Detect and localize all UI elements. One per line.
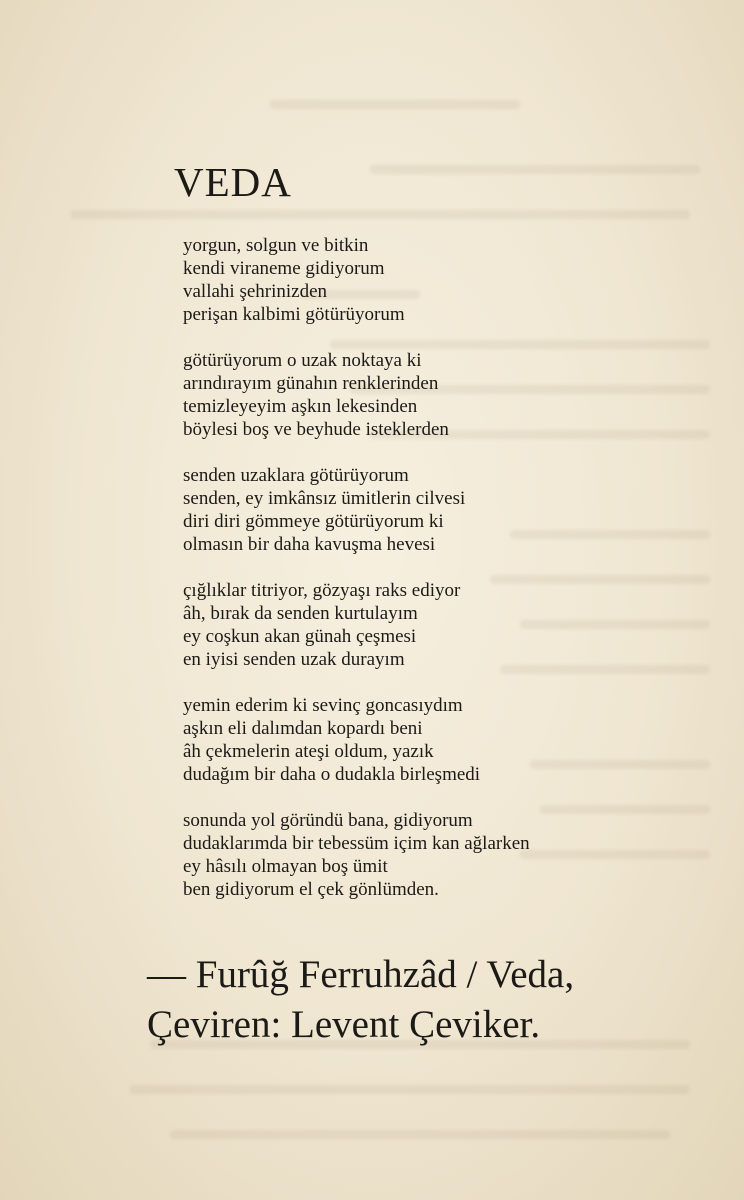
poem-line: vallahi şehrinizden (183, 281, 328, 302)
poem-line: çığlıklar titriyor, gözyaşı raks ediyor (183, 580, 461, 601)
poem-line: diri diri gömmeye götürüyorum ki (183, 511, 444, 532)
stanza (183, 579, 703, 671)
poem-body (183, 234, 703, 924)
poem-line: yorgun, solgun ve bitkin (183, 235, 369, 256)
poem-line: ben gidiyorum el çek gönlümden. (183, 879, 439, 900)
poem-line: olmasın bir daha kavuşma hevesi (183, 534, 436, 555)
poem-line: dudaklarımda bir tebessüm içim kan ağlarken (183, 833, 530, 854)
poem-line: götürüyorum o uzak noktaya ki (183, 350, 422, 371)
attribution-author: — Furûğ Ferruhzâd / Veda, (147, 953, 575, 996)
stanza (183, 234, 703, 326)
poem-title: VEDA (174, 159, 292, 205)
poem-line: böylesi boş ve beyhude isteklerden (183, 419, 449, 440)
poem-line: arındırayım günahın renklerinden (183, 373, 439, 394)
poem-line: senden uzaklara götürüyorum (183, 465, 409, 486)
poem-line: senden, ey imkânsız ümitlerin cilvesi (183, 488, 466, 509)
attribution-translator: Çeviren: Levent Çeviker. (147, 1003, 541, 1046)
poem-line: âh, bırak da senden kurtulayım (183, 603, 418, 624)
poem-line: en iyisi senden uzak durayım (183, 649, 405, 670)
poem-line: kendi viraneme gidiyorum (183, 258, 385, 279)
poem-line: dudağım bir daha o dudakla birleşmedi (183, 764, 481, 785)
poem-line: sonunda yol göründü bana, gidiyorum (183, 810, 473, 831)
stanza (183, 349, 703, 441)
poem-line: ey coşkun akan günah çeşmesi (183, 626, 417, 647)
stanza (183, 464, 703, 556)
attribution (147, 950, 574, 1050)
poem-line: âh çekmelerin ateşi oldum, yazık (183, 741, 434, 762)
poem-line: temizleyeyim aşkın lekesinden (183, 396, 418, 417)
poem-line: perişan kalbimi götürüyorum (183, 304, 405, 325)
poem-line: ey hâsılı olmayan boş ümit (183, 856, 388, 877)
stanza (183, 809, 703, 901)
stanza (183, 694, 703, 786)
poem-line: aşkın eli dalımdan kopardı beni (183, 718, 423, 739)
poem-line: yemin ederim ki sevinç goncasıydım (183, 695, 463, 716)
